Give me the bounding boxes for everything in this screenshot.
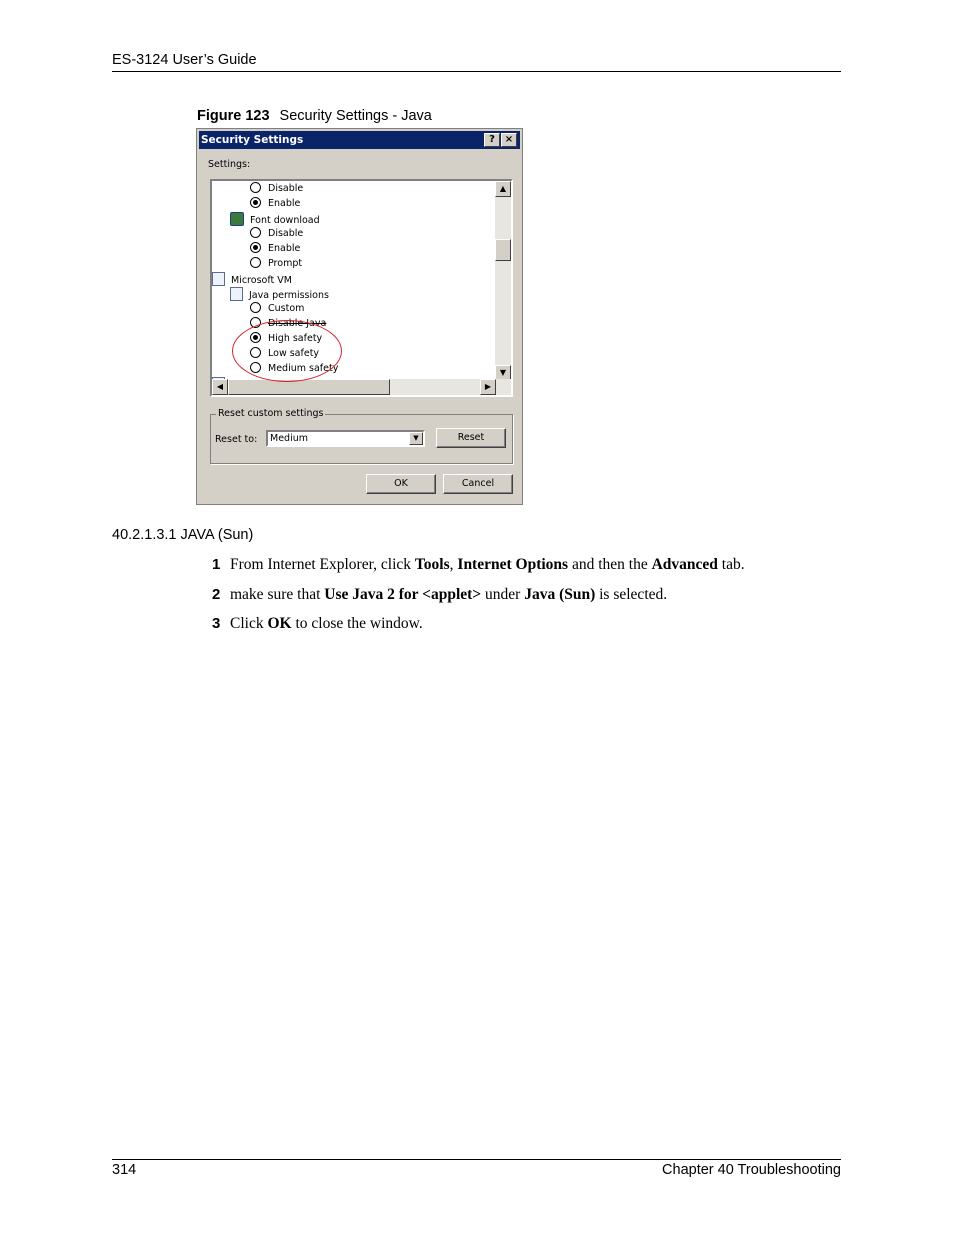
radio-icon [250, 197, 261, 208]
step-text-run: , [449, 556, 458, 573]
vertical-scroll-thumb[interactable] [495, 239, 511, 261]
page-icon [212, 272, 225, 286]
tree-item-label: Disable Java [268, 318, 327, 329]
tree-item-label: Disable [268, 228, 304, 239]
tree-radio-option[interactable] [250, 227, 303, 241]
step-text-run: OK [267, 615, 292, 632]
tree-item-label: Prompt [268, 258, 303, 269]
radio-icon [250, 302, 261, 313]
tree-radio-option[interactable] [250, 182, 303, 196]
tree-radio-option[interactable] [250, 197, 300, 211]
step-text-run: to close the window. [291, 615, 423, 632]
dialog-title: Security Settings [201, 134, 304, 146]
tree-folder-item[interactable] [230, 212, 320, 226]
scroll-left-icon[interactable]: ◀ [212, 379, 228, 395]
tree-radio-option[interactable] [250, 302, 304, 316]
security-settings-dialog [196, 128, 523, 505]
reset-button[interactable]: Reset [436, 428, 506, 448]
tree-radio-option[interactable] [250, 242, 300, 256]
step-text-run: Internet Options [457, 556, 569, 573]
reset-to-value: Medium [270, 433, 308, 444]
tree-item-label: Java permissions [249, 290, 329, 301]
close-button[interactable]: × [501, 133, 517, 147]
scroll-right-icon[interactable]: ▶ [480, 379, 496, 395]
tree-item-label: Custom [268, 303, 305, 314]
figure-caption [197, 108, 432, 124]
step-text [230, 615, 423, 633]
step-item [212, 615, 852, 645]
scroll-up-icon[interactable]: ▲ [495, 181, 511, 197]
radio-icon [250, 257, 261, 268]
page-icon [230, 287, 243, 301]
reset-to-select[interactable] [266, 430, 425, 447]
ok-button[interactable]: OK [366, 474, 436, 494]
step-number: 2 [212, 585, 221, 603]
step-text-run: From Internet Explorer, click [230, 556, 415, 573]
radio-icon [250, 182, 261, 193]
reset-to-label: Reset to: [215, 434, 258, 445]
step-text-run: Advanced [651, 556, 718, 573]
step-text-run: Click [230, 615, 268, 632]
step-text-run: is selected. [595, 585, 668, 603]
settings-group-icon [230, 212, 244, 226]
step-item [212, 556, 852, 586]
scroll-down-icon[interactable]: ▼ [495, 365, 511, 381]
tree-item-label: Microsoft VM [231, 275, 292, 286]
step-number: 1 [212, 556, 221, 573]
chapter-title: Chapter 40 Troubleshooting [662, 1162, 841, 1178]
step-text [230, 586, 667, 604]
reset-group-label: Reset custom settings [218, 408, 324, 419]
figure-title: Security Settings - Java [279, 108, 432, 124]
figure-number: Figure 123 [197, 108, 270, 124]
tree-folder-item[interactable] [230, 287, 329, 301]
step-text-run: Tools [414, 556, 450, 573]
step-text-run: tab. [717, 556, 745, 573]
running-header: ES-3124 User’s Guide [112, 52, 257, 68]
settings-label: Settings: [208, 159, 251, 170]
radio-icon [250, 227, 261, 238]
tree-item-label: High safety [268, 333, 323, 344]
steps-list [212, 556, 852, 645]
horizontal-scroll-thumb[interactable] [228, 379, 390, 395]
vertical-scrollbar[interactable] [495, 181, 511, 381]
step-text-run: Java (Sun) [524, 585, 596, 603]
radio-icon [250, 242, 261, 253]
step-text [230, 556, 745, 574]
help-button[interactable]: ? [484, 133, 500, 147]
tree-folder-item[interactable] [212, 272, 292, 286]
step-text-run: and then the [568, 556, 652, 573]
footer-rule [112, 1159, 841, 1160]
reset-custom-settings-group [210, 408, 513, 464]
dialog-titlebar [199, 131, 520, 149]
cancel-button[interactable]: Cancel [443, 474, 513, 494]
section-heading: 40.2.1.3.1 JAVA (Sun) [112, 527, 254, 543]
tree-item-label: Medium safety [268, 363, 339, 374]
tree-item-label: Disable [268, 183, 304, 194]
step-text-run: make sure that [230, 585, 325, 603]
header-rule [112, 71, 841, 72]
page-number: 314 [112, 1162, 137, 1178]
step-text-run: Use Java 2 for <applet> [324, 585, 482, 603]
tree-item-label: Low safety [268, 348, 320, 359]
tree-item-label: Font download [250, 215, 320, 226]
highlight-ellipse [232, 320, 342, 382]
chevron-down-icon[interactable]: ▼ [409, 432, 423, 445]
step-number: 3 [212, 615, 221, 632]
tree-item-label: Enable [268, 198, 301, 209]
tree-item-label: Enable [268, 243, 301, 254]
horizontal-scrollbar[interactable] [212, 379, 511, 395]
tree-radio-option[interactable] [250, 257, 302, 271]
step-text-run: under [481, 585, 525, 603]
step-item [212, 586, 852, 616]
